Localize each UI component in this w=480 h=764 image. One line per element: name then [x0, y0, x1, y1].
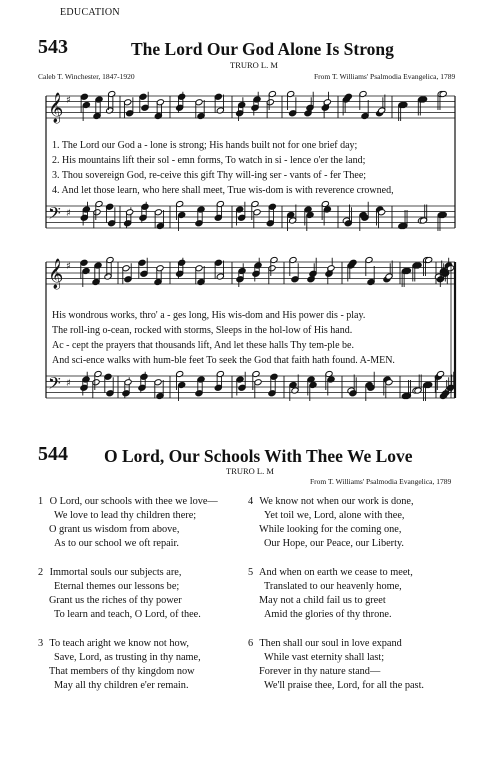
stanza: [248, 637, 473, 693]
bass-clef: 𝄢: [48, 203, 61, 227]
tune-name: TRURO L. M: [230, 60, 278, 70]
stanza-line: As to our school we oft repair.: [54, 538, 179, 549]
stanza-line: We love to lead thy children there;: [54, 510, 197, 521]
stanza-line: Yet toil we, Lord, alone with thee,: [264, 510, 405, 521]
lyric-line: 1. The Lord our God a - lone is strong; His hands built not for one brief day;: [52, 140, 358, 151]
treble-clef: 𝄞: [48, 93, 64, 123]
stanza-line: Grant us the riches of thy power: [49, 595, 182, 606]
lyric-line: 2. His mountains lift their sol - emn forms, To watch in si - lence o'er the land;: [52, 155, 366, 166]
stanza: [38, 637, 253, 693]
sharp-sign: ♯: [66, 378, 71, 389]
stanza-line: Forever in thy nature stand—: [259, 666, 381, 677]
stanza-line: And when on earth we cease to meet,: [259, 567, 413, 578]
stanza-line: While looking for the coming one,: [259, 524, 402, 535]
stanza-line: O grant us wisdom from above,: [49, 524, 180, 535]
lyric-line: 4. And let those learn, who here shall meet, True wis-dom is with reverence crowned,: [52, 185, 394, 196]
stanza-line: May not a child fail us to greet: [259, 595, 386, 606]
stanza-line: Our Hope, our Peace, our Liberty.: [264, 538, 405, 549]
music-credit: From T. Williams' Psalmodia Evangelica, 1789: [310, 477, 452, 486]
hymn-title: The Lord Our God Alone Is Strong: [131, 39, 394, 59]
bass-clef: 𝄢: [48, 373, 61, 397]
stanza-line: To teach aright we know not how,: [49, 638, 189, 649]
stanza-line: We know not when our work is done,: [259, 496, 414, 507]
stanza-line: Amid the glories of thy throne.: [264, 609, 392, 620]
stanza: [38, 566, 253, 622]
words-credit: Caleb T. Winchester, 1847-1920: [38, 72, 135, 81]
stanza-line: Then shall our soul in love expand: [259, 638, 402, 649]
treble-clef: 𝄞: [48, 259, 64, 289]
hymn-title: O Lord, Our Schools With Thee We Love: [104, 446, 413, 466]
stanza-line: Immortal souls our subjects are,: [49, 567, 182, 578]
stanza-number: 2: [38, 567, 44, 578]
stanza-line: While vast eternity shall last;: [264, 652, 385, 663]
stanza: [248, 495, 473, 551]
hymn-number: 544: [38, 443, 68, 465]
sharp-sign: ♯: [66, 208, 71, 219]
lyric-line: And sci-ence walks with hum-ble feet To seek the God that faith hath found. A-MEN.: [52, 355, 395, 366]
stanza-number: 4: [248, 496, 254, 507]
stanza-line: Save, Lord, as trusting in thy name,: [54, 652, 201, 663]
section-label: EDUCATION: [60, 7, 120, 18]
lyric-line: The roll-ing o-cean, rocked with storms, Sleeps in the hol-low of His hand.: [52, 325, 353, 336]
stanza-line: Translated to our heavenly home,: [264, 581, 402, 592]
sharp-sign: ♯: [66, 95, 71, 106]
stanza-number: 3: [38, 638, 44, 649]
stanza-line: To learn and teach, O Lord, of thee.: [54, 609, 201, 620]
hymn-number: 543: [38, 36, 68, 58]
stanza-line: We'll praise thee, Lord, for all the past.: [264, 680, 424, 691]
stanza-line: O Lord, our schools with thee we love—: [49, 496, 218, 507]
lyric-line: Ac - cept the prayers that thousands lift, And let these halls Thy tem-ple be.: [52, 340, 354, 351]
stanza-number: 1: [38, 496, 44, 507]
lyric-line: 3. Thou sovereign God, re-ceive this gift Thy will-ing ser - vants of - fer Thee;: [52, 170, 367, 181]
sharp-sign: ♯: [66, 261, 71, 272]
stanza-line: Eternal themes our lessons be;: [54, 581, 180, 592]
stanza-line: That members of thy kingdom now: [49, 666, 195, 677]
stanza-number: 6: [248, 638, 254, 649]
tune-name: TRURO L. M: [226, 466, 274, 476]
stanza-number: 5: [248, 567, 254, 578]
stanza-line: May all thy children e'er remain.: [54, 680, 189, 691]
music-credit: From T. Williams' Psalmodia Evangelica, 1789: [314, 72, 456, 81]
stanza: [248, 566, 473, 622]
stanza: [38, 495, 253, 551]
lyric-line: His wondrous works, thro' a - ges long, His wis-dom and His power dis - play.: [52, 310, 366, 321]
